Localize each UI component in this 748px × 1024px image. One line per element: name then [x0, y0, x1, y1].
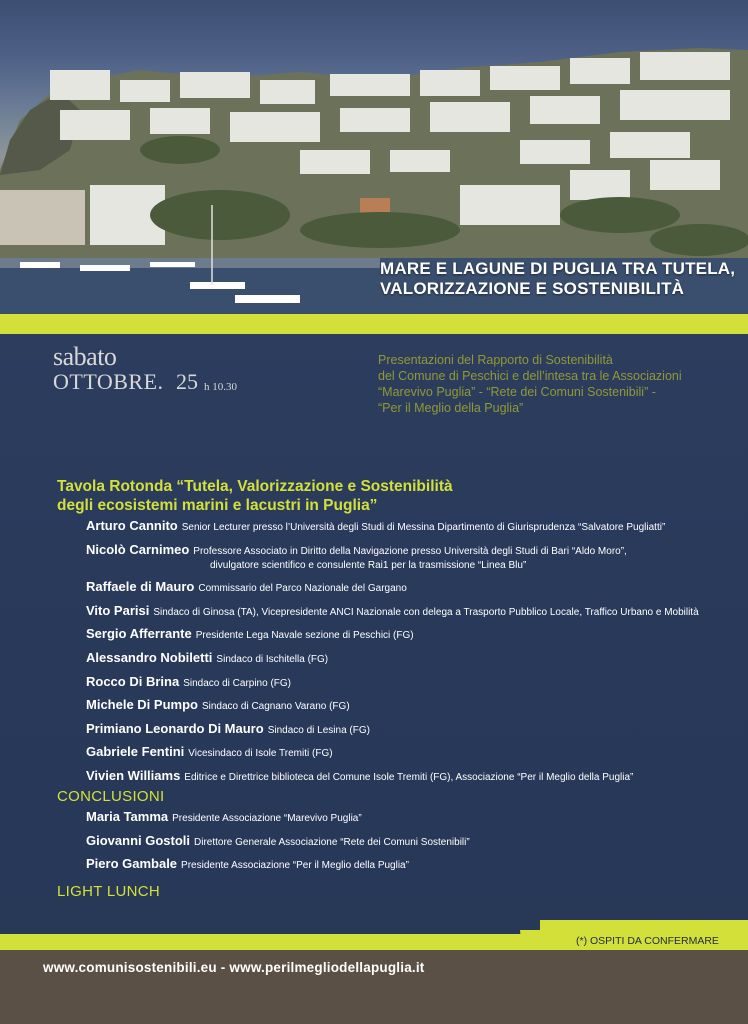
speaker-role: Editrice e Direttrice biblioteca del Comune Isole Tremiti (FG), Associazione “Per il Meglio della Puglia” [184, 771, 634, 783]
light-lunch: LIGHT LUNCH [57, 883, 161, 900]
speaker-name: Gabriele Fentini [86, 744, 185, 760]
intro-line: “Per il Meglio della Puglia” [378, 401, 524, 415]
event-title-line1: MARE E LAGUNE DI PUGLIA TRA TUTELA, [380, 259, 736, 278]
speaker-list [86, 519, 741, 793]
speaker-item [86, 604, 741, 620]
conclusion-item [86, 834, 741, 850]
intro-line: “Marevivo Puglia” - “Rete dei Comuni Sostenibili” - [378, 385, 656, 399]
speaker-item [86, 627, 741, 643]
conclusion-item [86, 857, 741, 873]
speaker-name: Arturo Cannito [86, 518, 178, 533]
intro-line: Presentazioni del Rapporto di Sostenibilità [378, 353, 613, 367]
date-time: h 10.30 [204, 381, 237, 393]
date-day: sabato [53, 342, 117, 371]
date-month: OTTOBRE. [53, 369, 164, 394]
date-number: 25 [176, 369, 198, 394]
speaker-name: Nicolò Carnimeo [86, 541, 190, 557]
footer-websites[interactable]: www.comunisostenibili.eu - www.perilmegliodellapuglia.it [43, 960, 425, 975]
event-title-line2: VALORIZZAZIONE E SOSTENIBILITÀ [380, 279, 685, 298]
speaker-name: Sergio Afferrante [86, 626, 192, 642]
speaker-item [86, 519, 741, 535]
intro-text [378, 352, 728, 416]
speaker-role: Presidente Associazione “Per il Meglio della Puglia” [181, 860, 409, 872]
speaker-item [86, 543, 741, 573]
speaker-item [86, 722, 741, 738]
speaker-role: Sindaco di Carpino (FG) [183, 677, 292, 689]
speaker-name: Rocco Di Brina [86, 673, 180, 689]
speaker-item [86, 651, 741, 667]
speaker-role: Professore Associato in Diritto della Navigazione presso Università degli Studi di Bari “Aldo Moro”, [193, 545, 627, 557]
speaker-role: Vicesindaco di Isole Tremiti (FG) [188, 748, 333, 760]
speaker-role: Commissario del Parco Nazionale del Gargano [198, 583, 407, 595]
speaker-item [86, 769, 741, 785]
round-table-title-line1: Tavola Rotonda “Tutela, Valorizzazione e Sostenibilità [57, 478, 453, 495]
speaker-name: Alessandro Nobiletti [86, 649, 213, 665]
speaker-role: Sindaco di Lesina (FG) [267, 724, 370, 736]
round-table-title [57, 477, 453, 515]
conclusions-heading: CONCLUSIONI [57, 788, 165, 805]
speaker-name: Giovanni Gostoli [86, 832, 191, 848]
speaker-name: Primiano Leonardo Di Mauro [86, 720, 264, 736]
speaker-name: Michele Di Pumpo [86, 697, 198, 713]
hero-photo [0, 0, 748, 314]
conclusions-list [86, 810, 741, 881]
speaker-role: Sindaco di Cagnano Varano (FG) [201, 701, 350, 713]
event-title [380, 259, 740, 299]
speaker-item [86, 745, 741, 761]
speaker-role: Presidente Lega Navale sezione di Peschici (FG) [195, 630, 414, 642]
speaker-role: Senior Lecturer presso l’Università degli Studi di Messina Dipartimento di Giurisprudenza “Salvatore Pugliatti” [181, 522, 666, 533]
speaker-name: Piero Gambale [86, 856, 178, 872]
speaker-name: Vito Parisi [86, 602, 150, 618]
speaker-item [86, 675, 741, 691]
speaker-item [86, 698, 741, 714]
accent-band-top [0, 314, 748, 334]
speaker-item [86, 580, 741, 596]
speaker-name: Vivien Williams [86, 767, 181, 783]
speaker-role-cont: divulgatore scientifico e consulente Rai1 per la trasmissione “Linea Blu” [210, 559, 527, 571]
speaker-role: Sindaco di Ginosa (TA), Vicepresidente ANCI Nazionale con delega a Trasporto Pubblico Locale, Traffico Urbano e Mobilità [153, 606, 699, 618]
guests-note: (*) OSPITI DA CONFERMARE [576, 935, 719, 947]
speaker-role: Direttore Generale Associazione “Rete dei Comuni Sostenibili” [194, 836, 470, 848]
speaker-role: Sindaco di Ischitella (FG) [216, 653, 329, 665]
intro-line: del Comune di Peschici e dell’intesa tra le Associazioni [378, 369, 682, 383]
speaker-name: Raffaele di Mauro [86, 579, 195, 595]
speaker-name: Maria Tamma [86, 809, 169, 824]
speaker-role: Presidente Associazione “Marevivo Puglia” [172, 813, 362, 824]
round-table-title-line2: degli ecosistemi marini e lacustri in Puglia” [57, 497, 378, 514]
conclusion-item [86, 810, 741, 826]
